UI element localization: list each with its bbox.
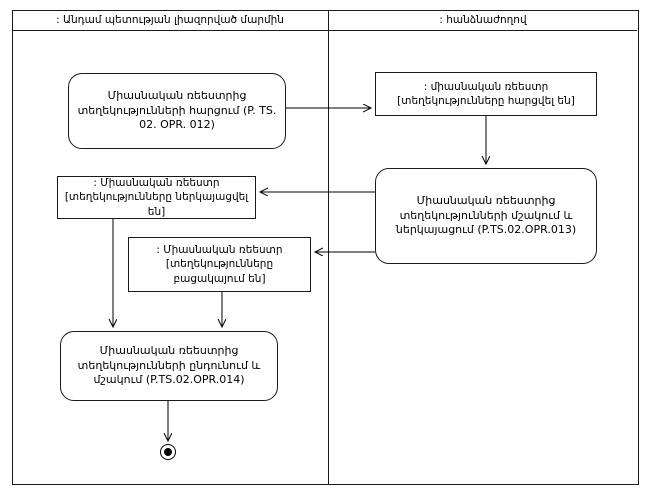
action-receive-and-process <box>60 331 278 401</box>
activity-final-node <box>160 444 176 460</box>
object-node-registry-absent <box>128 237 311 292</box>
lane-header-member-state-body <box>12 10 328 31</box>
action-request-information <box>68 73 286 149</box>
swimlane-divider <box>328 10 329 484</box>
lane-title: : Անդամ պետության լիազորված մարմին <box>56 14 284 26</box>
object-node-registry-presented <box>57 176 256 219</box>
final-node-dot <box>164 448 172 456</box>
object-node-registry-requested <box>375 72 597 116</box>
action-process-and-present <box>375 168 597 264</box>
object-state: [տեղեկությունները ներկայացվել են] <box>64 191 249 218</box>
action-label: Միասնական ռեեստրից տեղեկությունների ընդունում և մշակում (P.TS.02.OPR.014) <box>77 343 261 387</box>
object-title: : Միասնական ռեեստր <box>156 244 283 257</box>
object-title: : Միասնական ռեեստր <box>93 177 220 190</box>
object-state: [տեղեկությունները բացակայում են] <box>165 258 274 285</box>
action-label: Միասնական ռեեստրից տեղեկությունների հարցում (P. TS. 02. OPR. 012) <box>77 88 277 132</box>
action-label: Միասնական ռեեստրից տեղեկությունների մշակում և ներկայացում (P.TS.02.OPR.013) <box>395 193 577 237</box>
lane-title: : հանձնաժողով <box>439 14 527 26</box>
object-state: [տեղեկությունները հարցվել են] <box>397 95 575 107</box>
lane-header-commission <box>329 10 637 31</box>
object-title: : միասնական ռեեստր <box>423 80 549 93</box>
